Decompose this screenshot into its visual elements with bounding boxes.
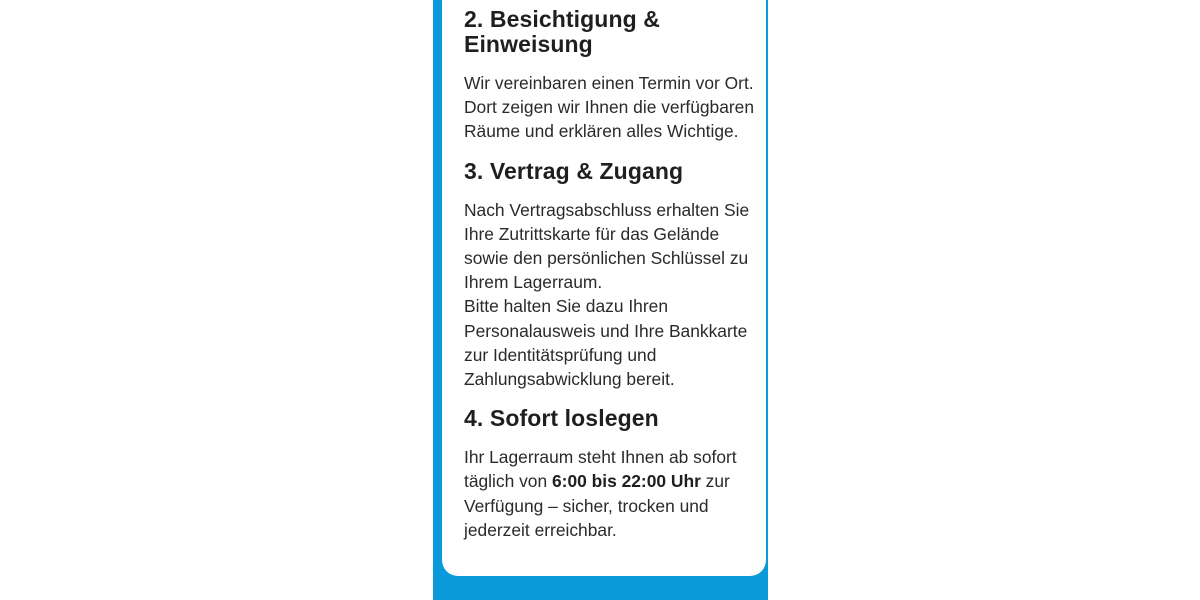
step-4-text: [464, 445, 754, 542]
step-3-text-a: Nach Vertragsabschluss erhalten Sie Ihre Zutrittskarte für das Gelände sowie den persönlichen Schlüssel zu Ihrem Lagerraum.: [464, 199, 750, 293]
step-2-text: Wir vereinbaren einen Termin vor Ort. Dort zeigen wir Ihnen die verfügbaren Räume und erklären alles Wichtige.: [464, 73, 755, 142]
step-3-title: 3. Vertrag & Zugang: [464, 157, 684, 184]
step-4-section: [464, 406, 754, 542]
steps-card: [442, 0, 766, 576]
page-background-strip: [433, 0, 768, 600]
step-3-section: [464, 159, 754, 392]
step-4-text-after: zur Verfügung – sicher, trocken und jederzeit erreichbar.: [464, 471, 730, 540]
step-2-title: 2. Besichtigung & Einweisung: [464, 6, 660, 57]
step-4-text-before: Ihr Lagerraum steht Ihnen ab sofort täglich von: [464, 447, 737, 492]
step-3-text-b: Bitte halten Sie dazu Ihren Personalausweis und Ihre Bankkarte zur Identitätsprüfung und Zahlungsabwicklung bereit.: [464, 296, 748, 390]
opening-hours: 6:00 bis 22:00 Uhr: [551, 471, 701, 492]
steps-content: [464, 7, 754, 542]
step-4-title: 4. Sofort loslegen: [464, 405, 659, 432]
step-2-section: [464, 7, 754, 144]
